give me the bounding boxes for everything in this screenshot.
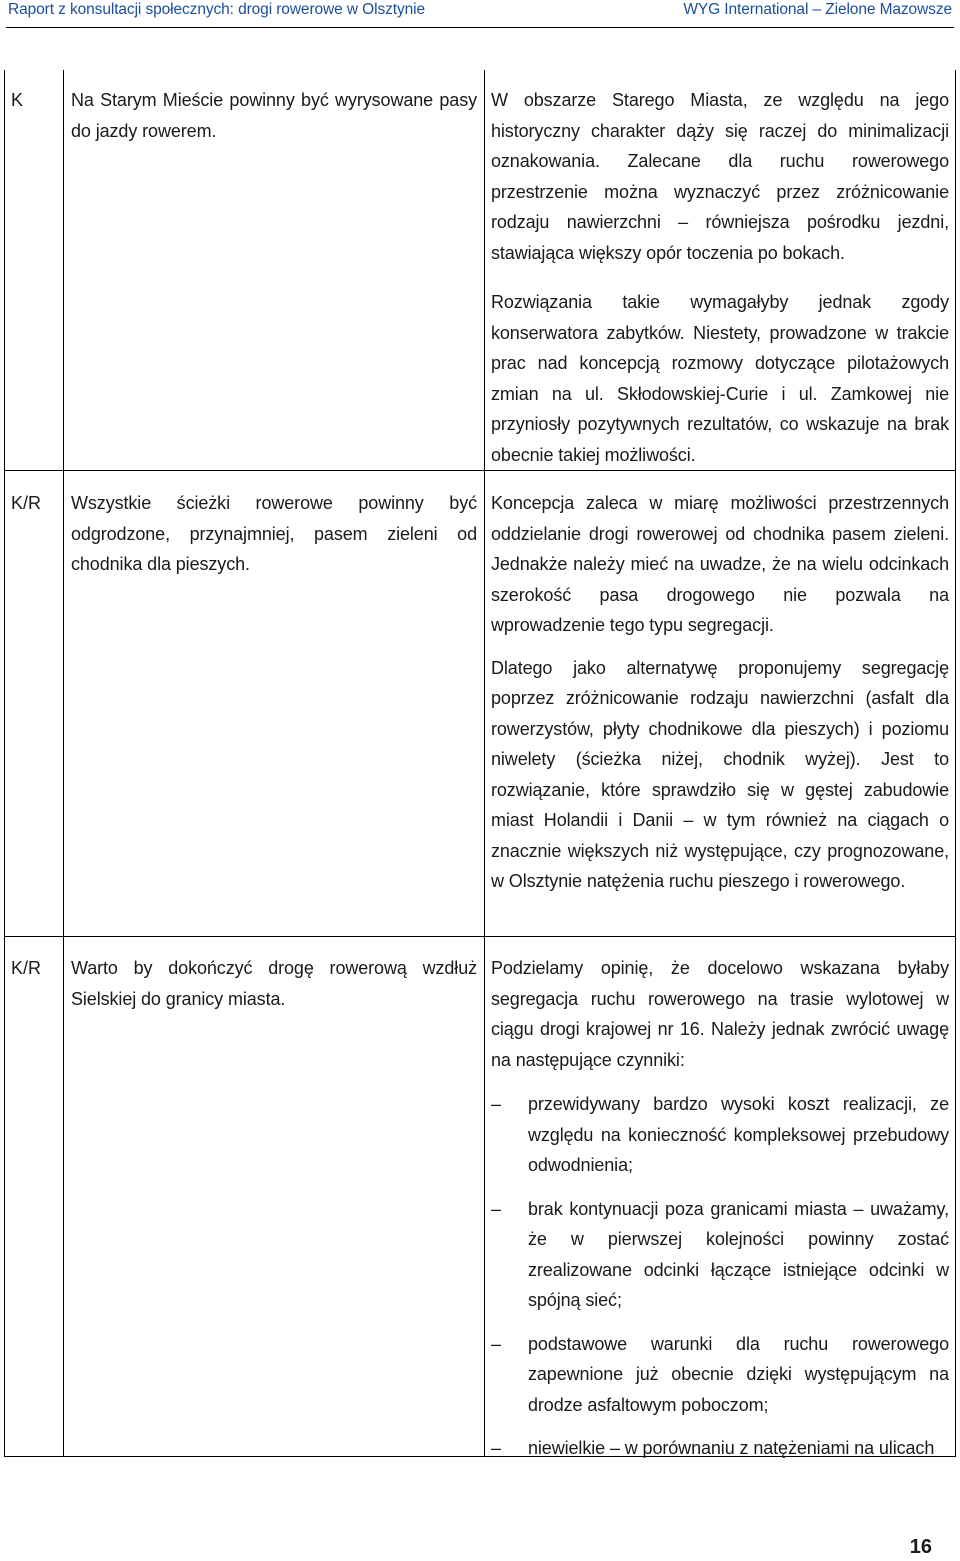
table-row-response [491,488,949,897]
list-item [491,1089,949,1181]
response-paragraph: Podzielamy opinię, że docelowo wskazana byłaby segregacja ruchu rowerowego na trasie wylotowej w ciągu drogi krajowej nr 16. Należy jednak zwrócić uwagę na następujące czynniki: [491,958,949,1070]
response-paragraph: Rozwiązania takie wymagałyby jednak zgody konserwatora zabytków. Niestety, prowadzone w trakcie prac nad koncepcją rozmowy dotyczące pilotażowych zmian na ul. Skłodowskiej-Curie i ul. Zamkowej nie przyniosły pozytywnych rezultatów, co wskazuje na brak obecnie takiej możliwości. [491,292,949,465]
table-row-comment: Na Starym Mieście powinny być wyrysowane pasy do jazdy rowerem. [71,90,477,141]
table-column-divider [63,70,64,1456]
dash-bullet-icon: – [491,1438,501,1458]
response-paragraph: W obszarze Starego Miasta, ze względu na jego historyczny charakter dąży się raczej do minimalizacji oznakowania. Zalecane dla ruchu rowerowego przestrzenie można wyznaczyć przez zróżnicowanie rodzaju nawierzchni – równiejsza pośrodku jezdni, stawiająca większy opór toczenia po bokach. [491,90,949,263]
table-row-type: K/R [11,958,42,978]
response-bullet-list [491,1089,949,1464]
header-authors: WYG International – Zielone Mazowsze [683,1,952,18]
table-row-type: K [11,90,24,110]
table-row-response [491,85,949,470]
table-row-divider [4,936,956,937]
list-item-text: brak kontynuacji poza granicami miasta – uważamy, że w pierwszej kolejności powinny zostać zrealizowane odcinki łączące istniejące odcinki w spójną sieć; [528,1198,949,1310]
table-border-right [955,70,956,1456]
list-item-text: podstawowe warunki dla ruchu rowerowego zapewnione już obecnie dzięki występującym na drodze asfaltowym poboczom; [528,1333,949,1415]
page-header [6,0,954,28]
response-paragraph: Dlatego jako alternatywę proponujemy segregację poprzez zróżnicowanie rodzaju nawierzchni (asfalt dla rowerzystów, płyty chodnikowe dla pieszych) i poziomu niwelety (ścieżka niżej, chodnik wyżej). Jest to rozwiązanie, które sprawdziło się w gęstej zabudowie miast Holandii i Danii – w tym również na ciągach o znacznie większych niż występujące, czy prognozowane, w Olsztynie natężenia ruchu pieszego i rowerowego. [491,657,949,891]
table-row-comment: Wszystkie ścieżki rowerowe powinny być odgrodzone, przynajmniej, pasem zieleni od chodnika dla pieszych. [71,493,477,574]
list-item-text: niewielkie – w porównaniu z natężeniami na ulicach [528,1438,935,1458]
header-report-title: Raport z konsultacji społecznych: drogi rowerowe w Olsztynie [8,1,425,18]
list-item [491,1194,949,1316]
dash-bullet-icon: – [491,1333,501,1354]
table-column-divider [484,70,485,1456]
table-row-comment: Warto by dokończyć drogę rowerową wzdłuż Sielskiej do granicy miasta. [71,958,477,1009]
dash-bullet-icon: – [491,1198,501,1219]
table-row-type: K/R [11,493,42,513]
dash-bullet-icon: – [491,1094,501,1114]
list-item-text: przewidywany bardzo wysoki koszt realizacji, ze względu na konieczność kompleksowej przebudowy odwodnienia; [528,1094,949,1175]
table-row-divider [4,470,956,471]
page-number: 16 [909,1536,932,1558]
response-paragraph: Koncepcja zaleca w miarę możliwości przestrzennych oddzielanie drogi rowerowej od chodnika pasem zieleni. Jednakże należy mieć na uwadze, że na wielu odcinkach szerokość pasa drogowego nie pozwala na wprowadzenie tego typu segregacji. [491,493,949,635]
table-border-left [4,70,5,1456]
list-item [491,1433,949,1464]
list-item [491,1329,949,1421]
table-row-response [491,953,949,1477]
